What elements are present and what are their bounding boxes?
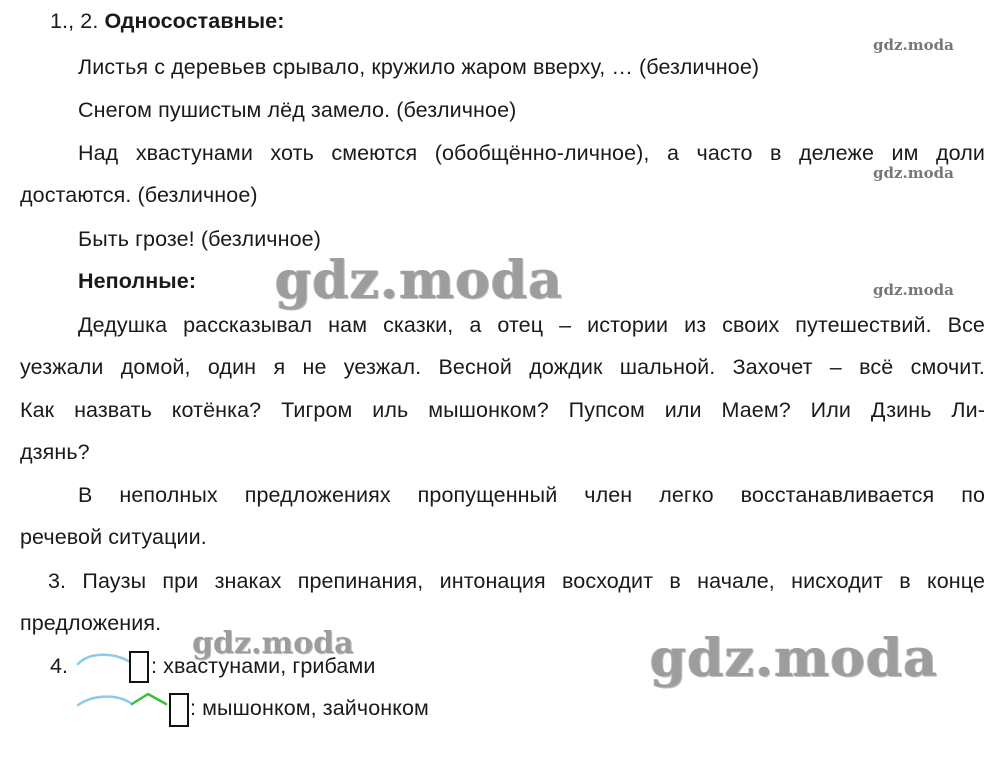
watermark-large: gdz.moda [650, 628, 939, 689]
text-line: В неполных предложениях пропущенный член легко восстанавливается по [78, 483, 985, 507]
scheme-1-wavy-line-icon [74, 650, 134, 670]
text-line: Дедушка рассказывал нам сказки, а отец – истории из своих путешествий. Все [78, 313, 985, 337]
incomplete-heading: Неполные: [78, 269, 197, 293]
section-1-2-title [50, 7, 285, 35]
scheme-1-box [129, 651, 149, 683]
text-line: дзянь? [20, 440, 90, 464]
section-heading: Односоставные: [104, 9, 285, 33]
text-line: Быть грозе! (безличное) [78, 227, 321, 251]
text-line: Листья с деревьев срывало, кружило жаром вверху, … (безличное) [78, 55, 760, 79]
text-line: Как назвать котёнка? Тигром иль мышонком? Пупсом или Маем? Или Дзинь Ли- [20, 398, 985, 422]
watermark-medium: gdz.moda [192, 626, 354, 661]
watermark-small: gdz.moda [873, 281, 954, 299]
scheme-2-box [169, 693, 189, 727]
watermark-small: gdz.moda [873, 164, 954, 182]
text-line: 3. Паузы при знаках препинания, интонация восходит в начале, нисходит в конце [48, 569, 985, 593]
watermark-small: gdz.moda [873, 36, 954, 54]
text-line: Снегом пушистым лёд замело. (безличное) [78, 98, 517, 122]
section-number: 1., 2. [50, 9, 99, 33]
scheme-2-text: : мышонком, зайчонком [190, 696, 429, 720]
scheme-2-line-icon [74, 690, 174, 716]
section-4-number: 4. [50, 654, 69, 678]
text-line: Над хвастунами хоть смеются (обобщённо-личное), а часто в дележе им доли [78, 141, 985, 165]
watermark-large: gdz.moda [275, 250, 564, 311]
text-line: уезжали домой, один я не уезжал. Весной дождик шальной. Захочет – всё смочит. [20, 355, 985, 379]
text-line: речевой ситуации. [20, 525, 207, 549]
scheme-1-text: : хвастунами, грибами [151, 654, 376, 678]
text-line: предложения. [20, 611, 162, 635]
text-line: достаются. (безличное) [20, 183, 258, 207]
